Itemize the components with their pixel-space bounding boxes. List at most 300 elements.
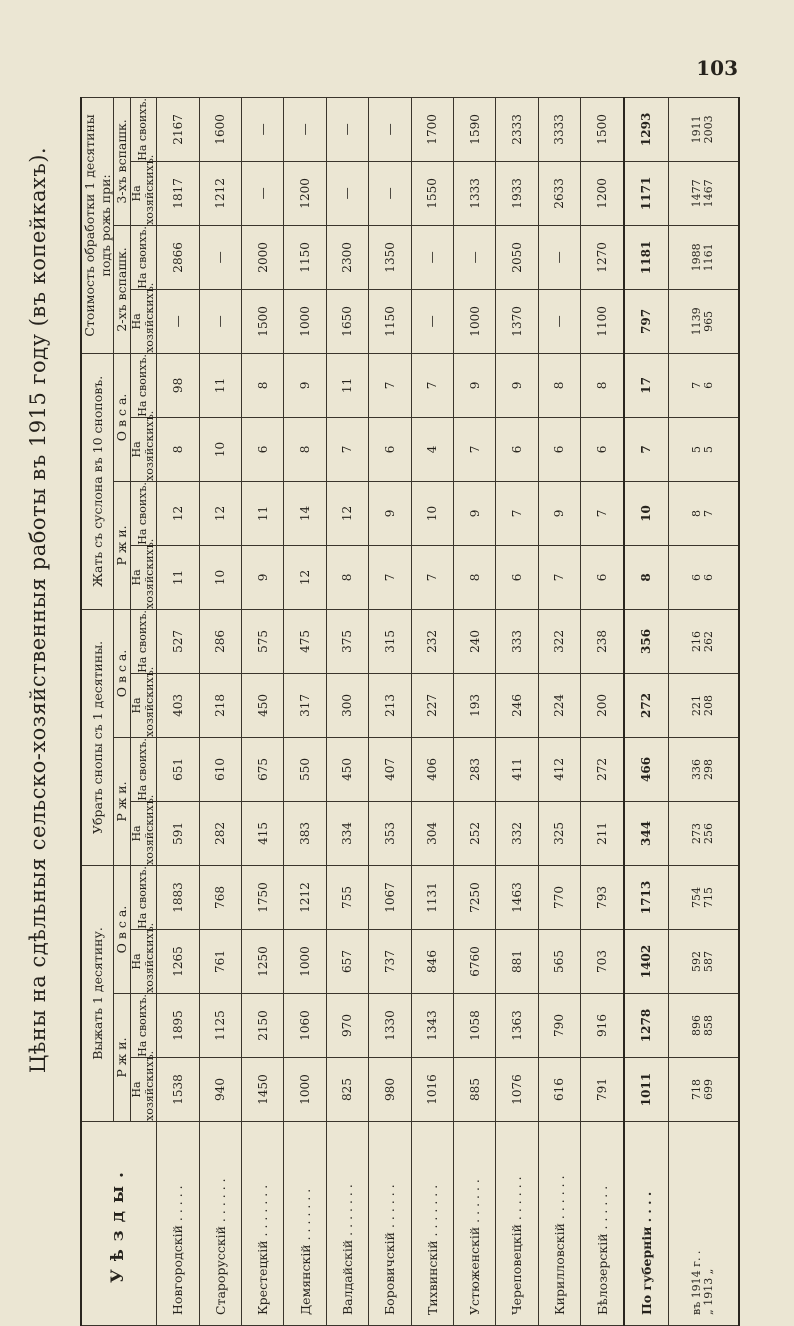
previous-years-row (668, 97, 739, 1325)
table-cell: 7 (411, 353, 453, 417)
table-cell: 9 (369, 481, 411, 545)
year-value: 221 (689, 694, 703, 716)
table-cell: 1538 (157, 1058, 199, 1122)
year-value: 208 (702, 694, 716, 716)
table-cell: 12 (199, 481, 241, 545)
table-cell: 406 (411, 737, 453, 801)
row-label: Кирилловскій . . . . . . (538, 1122, 580, 1326)
table-cell: 6 (241, 417, 283, 481)
table-cell: 1250 (241, 930, 283, 994)
table-body (157, 97, 739, 1325)
table-cell: 1125 (199, 994, 241, 1058)
table-cell: 1212 (199, 161, 241, 225)
table-row (157, 97, 199, 1325)
table-cell: 10 (199, 417, 241, 481)
table-cell: 703 (581, 930, 625, 994)
table-cell: 1370 (496, 289, 538, 353)
year-label: въ 1914 г. . (689, 1250, 703, 1315)
table-row (199, 97, 241, 1325)
table-cell: 9 (453, 353, 495, 417)
previous-years-cell (668, 609, 739, 673)
table-cell: 6 (369, 417, 411, 481)
table-cell: 791 (581, 1058, 625, 1122)
header-unit-hozyaiskih: На хозяйскихъ. (129, 154, 156, 225)
table-cell: 7 (538, 545, 580, 609)
table-cell: 14 (284, 481, 326, 545)
table-cell: 412 (538, 737, 580, 801)
table-cell: 565 (538, 930, 580, 994)
table-cell: 325 (538, 801, 580, 865)
table-cell: — (241, 97, 283, 161)
table-cell: 8 (453, 545, 495, 609)
table-cell: 1700 (411, 97, 453, 161)
table-cell: 8 (284, 417, 326, 481)
table-cell: 7 (369, 353, 411, 417)
table-cell: 1883 (157, 865, 199, 929)
previous-years-cell (668, 289, 739, 353)
table-cell: 7 (369, 545, 411, 609)
row-label: Тихвинскій . . . . . . . (411, 1122, 453, 1326)
table-cell: 2167 (157, 97, 199, 161)
header-sub-stook-rye: Р ж и. (114, 481, 131, 609)
header-unit-svoih: На своихъ. (130, 97, 156, 161)
table-cell: — (241, 161, 283, 225)
table-cell: 2866 (157, 225, 199, 289)
table-cell: 332 (496, 801, 538, 865)
table-cell: 282 (199, 801, 241, 865)
table-cell: — (199, 225, 241, 289)
previous-years-cell (668, 865, 739, 929)
table-cell: 1270 (581, 225, 625, 289)
table-cell: — (157, 289, 199, 353)
year-value: 8 (689, 509, 703, 517)
table-cell: 1100 (581, 289, 625, 353)
table-cell: 466 (624, 737, 668, 801)
table-cell: 334 (326, 801, 368, 865)
table-cell: 200 (581, 673, 625, 737)
table-cell: 1060 (284, 994, 326, 1058)
header-sub-stook-oats: О в с а. (114, 353, 131, 481)
page-number: 103 (696, 56, 738, 80)
table-cell: 12 (284, 545, 326, 609)
table-row (453, 97, 495, 1325)
table-cell: 9 (453, 481, 495, 545)
table-cell: 407 (369, 737, 411, 801)
table-cell: 232 (411, 609, 453, 673)
table-cell: 17 (624, 353, 668, 417)
table-cell: 12 (157, 481, 199, 545)
table-cell: 304 (411, 801, 453, 865)
previous-years-label (668, 1122, 739, 1326)
table-cell: 224 (538, 673, 580, 737)
table-cell: 8 (538, 353, 580, 417)
previous-years-cell (668, 225, 739, 289)
row-label: По губерніи . . . . (624, 1122, 668, 1326)
table-cell: 1817 (157, 161, 199, 225)
table-cell: 10 (411, 481, 453, 545)
table-cell: 375 (326, 609, 368, 673)
year-value: 7 (689, 381, 703, 389)
table-cell: 980 (369, 1058, 411, 1122)
table-cell: 356 (624, 609, 668, 673)
year-value: 587 (702, 951, 716, 972)
table-cell: 1000 (284, 289, 326, 353)
table-cell: 383 (284, 801, 326, 865)
table-cell: 193 (453, 673, 495, 737)
table-cell: 1278 (624, 994, 668, 1058)
header-unit-svoih: На своихъ. (130, 737, 156, 801)
table-cell: 1713 (624, 865, 668, 929)
year-value: 262 (702, 630, 716, 652)
table-cell: 616 (538, 1058, 580, 1122)
table-cell: 550 (284, 737, 326, 801)
table-cell: 1212 (284, 865, 326, 929)
table-cell: 6 (581, 417, 625, 481)
header-sub-gather-oats: О в с а. (114, 609, 131, 737)
table-cell: 940 (199, 1058, 241, 1122)
table-cell: 737 (369, 930, 411, 994)
table-cell: 770 (538, 865, 580, 929)
table-cell: 8 (157, 417, 199, 481)
year-value: 754 (689, 886, 703, 908)
table-cell: 1402 (624, 930, 668, 994)
row-label: Старорусскій . . . . . . (199, 1122, 241, 1326)
table-cell: 1750 (241, 865, 283, 929)
year-value: 6 (702, 573, 716, 581)
table-cell: 246 (496, 673, 538, 737)
previous-years-cell (668, 673, 739, 737)
table-cell: 6 (538, 417, 580, 481)
table-cell: 2333 (496, 97, 538, 161)
year-value: 336 (689, 758, 703, 780)
row-label: Валдайскій . . . . . . . (326, 1122, 368, 1326)
table-cell: 797 (624, 289, 668, 353)
table-cell: 238 (581, 609, 625, 673)
header-unit-hozyaiskih: На хозяйскихъ. (129, 282, 156, 353)
table-row (496, 97, 538, 1325)
previous-years-cell (668, 481, 739, 545)
table-cell: — (538, 225, 580, 289)
table-cell: 8 (241, 353, 283, 417)
table-cell: 2050 (496, 225, 538, 289)
table-cell: 8 (326, 545, 368, 609)
row-label: Новгородскій . . . . . (157, 1122, 199, 1326)
table-cell: — (326, 97, 368, 161)
table-cell: 1463 (496, 865, 538, 929)
table-cell: 9 (284, 353, 326, 417)
table-cell: 344 (624, 801, 668, 865)
table-cell: 98 (157, 353, 199, 417)
table-cell: 1000 (284, 1058, 326, 1122)
table-cell: 527 (157, 609, 199, 673)
table-cell: 1131 (411, 865, 453, 929)
table-cell: 793 (581, 865, 625, 929)
year-value: 1161 (702, 243, 716, 272)
table-cell: — (369, 161, 411, 225)
previous-years-cell (668, 930, 739, 994)
table-cell: 1000 (284, 930, 326, 994)
table-cell: 1058 (453, 994, 495, 1058)
table-cell: 7250 (453, 865, 495, 929)
header-unit-svoih: На своихъ. (130, 481, 156, 545)
row-label: Череповецкій . . . . . . (496, 1122, 538, 1326)
table-cell: 252 (453, 801, 495, 865)
year-value: 273 (689, 822, 703, 844)
header-unit-hozyaiskih: На хозяйскихъ. (129, 538, 156, 609)
table-cell: 1016 (411, 1058, 453, 1122)
prices-table (80, 97, 740, 1326)
previous-years-cell (668, 353, 739, 417)
header-unit-hozyaiskih: На хозяйскихъ. (129, 1050, 156, 1121)
table-cell: 6760 (453, 930, 495, 994)
table-row (369, 97, 411, 1325)
table-cell: 411 (496, 737, 538, 801)
table-cell: 322 (538, 609, 580, 673)
year-value: 256 (702, 822, 716, 844)
previous-years-cell (668, 161, 739, 225)
table-cell: 1150 (284, 225, 326, 289)
table-cell: 7 (411, 545, 453, 609)
table-cell: 10 (624, 481, 668, 545)
table-cell: — (369, 97, 411, 161)
table-cell: 7 (453, 417, 495, 481)
table-cell: 240 (453, 609, 495, 673)
table-cell: — (411, 289, 453, 353)
year-value: 715 (702, 886, 716, 908)
header-group-tillage: Стоимость обработки 1 десятины подъ рожь при: (81, 97, 114, 353)
row-label: Демянскій . . . . . . . (284, 1122, 326, 1326)
year-value: 1988 (689, 243, 703, 272)
table-cell: 11 (199, 353, 241, 417)
table-cell: 7 (326, 417, 368, 481)
year-value: 858 (702, 1015, 716, 1036)
table-cell: 11 (157, 545, 199, 609)
table-cell: 7 (496, 481, 538, 545)
table-cell: 2300 (326, 225, 368, 289)
header-uezdy: Уѣзды. (81, 1122, 157, 1326)
table-cell: 1076 (496, 1058, 538, 1122)
previous-years-cell (668, 97, 739, 161)
table-cell: 11 (241, 481, 283, 545)
table-cell: 916 (581, 994, 625, 1058)
table-cell: 1450 (241, 1058, 283, 1122)
table-cell: 1293 (624, 97, 668, 161)
table-cell: 213 (369, 673, 411, 737)
table-cell: 885 (453, 1058, 495, 1122)
table-cell: 11 (326, 353, 368, 417)
table-cell: 218 (199, 673, 241, 737)
table-cell: 1067 (369, 865, 411, 929)
table-cell: 317 (284, 673, 326, 737)
table-cell: 300 (326, 673, 368, 737)
table-row (581, 97, 625, 1325)
year-value: 1477 (689, 179, 703, 208)
table-cell: 1590 (453, 97, 495, 161)
year-value: 6 (702, 381, 716, 389)
table-cell: 1200 (581, 161, 625, 225)
previous-years-cell (668, 994, 739, 1058)
year-value: 965 (702, 310, 716, 332)
table-cell: — (284, 97, 326, 161)
table-cell: 825 (326, 1058, 368, 1122)
table-cell: 315 (369, 609, 411, 673)
year-value: 2003 (702, 115, 716, 144)
table-cell: 353 (369, 801, 411, 865)
previous-years-cell (668, 737, 739, 801)
year-value: 718 (689, 1079, 703, 1100)
previous-years-cell (668, 545, 739, 609)
table-row (284, 97, 326, 1325)
header-unit-svoih: На своихъ. (130, 865, 156, 929)
table-cell: — (453, 225, 495, 289)
year-value: 896 (689, 1015, 703, 1036)
table-cell: 403 (157, 673, 199, 737)
table-cell: 2000 (241, 225, 283, 289)
table-cell: 7 (581, 481, 625, 545)
table-cell: 1000 (453, 289, 495, 353)
table-cell: 1011 (624, 1058, 668, 1122)
table-cell: 9 (538, 481, 580, 545)
table-cell: 4 (411, 417, 453, 481)
previous-years-cell (668, 801, 739, 865)
table-cell: 1650 (326, 289, 368, 353)
table-cell: 1350 (369, 225, 411, 289)
table-cell: — (538, 289, 580, 353)
table-cell: 8 (581, 353, 625, 417)
table-cell: 790 (538, 994, 580, 1058)
table-cell: 6 (496, 545, 538, 609)
table-cell: 9 (241, 545, 283, 609)
table-cell: 1200 (284, 161, 326, 225)
table-cell: 1933 (496, 161, 538, 225)
year-value: 699 (702, 1079, 716, 1100)
year-value: 6 (689, 573, 703, 581)
table-cell: 211 (581, 801, 625, 865)
previous-years-cell (668, 1058, 739, 1122)
table-cell: 475 (284, 609, 326, 673)
total-row (624, 97, 668, 1325)
table-cell: 1363 (496, 994, 538, 1058)
table-cell: 272 (624, 673, 668, 737)
table-cell: 450 (326, 737, 368, 801)
table-title: Цѣны на сдѣльныя сельско-хозяйственныя работы въ 1915 году (въ копейкахъ). (26, 146, 50, 1074)
table-cell: 8 (624, 545, 668, 609)
table-cell: 272 (581, 737, 625, 801)
header-unit-hozyaiskih: На хозяйскихъ. (129, 794, 156, 865)
table-cell: 1171 (624, 161, 668, 225)
table-row (241, 97, 283, 1325)
header-sub-plow-3: 3-хъ вспашк. (114, 97, 131, 225)
table-cell: 450 (241, 673, 283, 737)
table-cell: 6 (581, 545, 625, 609)
table-cell: 881 (496, 930, 538, 994)
table-cell: — (199, 289, 241, 353)
table-cell: 286 (199, 609, 241, 673)
header-unit-hozyaiskih: На хозяйскихъ. (129, 410, 156, 481)
table-cell: 755 (326, 865, 368, 929)
table-cell: 575 (241, 609, 283, 673)
table-cell: 761 (199, 930, 241, 994)
header-unit-svoih: На своихъ. (130, 609, 156, 673)
header-sub-plow-2: 2-хъ вспашк. (114, 225, 131, 353)
header-sub-reap-rye: Р ж и. (114, 994, 131, 1122)
row-label: Бѣлозерскій . . . . . . (581, 1122, 625, 1326)
header-unit-hozyaiskih: На хозяйскихъ. (129, 666, 156, 737)
rotated-table-container (80, 98, 740, 1326)
table-cell: 2150 (241, 994, 283, 1058)
table-cell: 7 (624, 417, 668, 481)
table-cell: 1550 (411, 161, 453, 225)
header-group-gather: Убрать снопы съ 1 десятины. (81, 609, 114, 865)
year-value: 1467 (702, 179, 716, 208)
year-label: „ 1913 „ (702, 1268, 716, 1315)
table-row (538, 97, 580, 1325)
table-cell: 675 (241, 737, 283, 801)
year-value: 1911 (689, 115, 703, 144)
table-cell: 3333 (538, 97, 580, 161)
year-value: 5 (689, 445, 703, 453)
header-group-stook: Жать съ суслона въ 10 сноповъ. (81, 353, 114, 609)
table-cell: 970 (326, 994, 368, 1058)
year-value: 1139 (689, 307, 703, 336)
table-cell: 1343 (411, 994, 453, 1058)
row-label: Боровичскій . . . . . . (369, 1122, 411, 1326)
year-value: 298 (702, 758, 716, 780)
table-row (326, 97, 368, 1325)
header-unit-svoih: На своихъ. (130, 225, 156, 289)
table-cell: 333 (496, 609, 538, 673)
header-unit-svoih: На своихъ. (130, 353, 156, 417)
year-value: 592 (689, 951, 703, 972)
table-cell: 657 (326, 930, 368, 994)
table-cell: 651 (157, 737, 199, 801)
row-label: Крестецкій . . . . . . . (241, 1122, 283, 1326)
table-cell: 12 (326, 481, 368, 545)
table-cell: 283 (453, 737, 495, 801)
table-cell: 1265 (157, 930, 199, 994)
table-cell: 9 (496, 353, 538, 417)
table-cell: 1500 (581, 97, 625, 161)
table-cell: 10 (199, 545, 241, 609)
header-unit-svoih: На своихъ. (130, 994, 156, 1058)
table-cell: 2633 (538, 161, 580, 225)
previous-years-cell (668, 417, 739, 481)
year-value: 7 (702, 509, 716, 517)
table-cell: 1181 (624, 225, 668, 289)
table-cell: 1150 (369, 289, 411, 353)
table-cell: 591 (157, 801, 199, 865)
table-cell: 846 (411, 930, 453, 994)
table-cell: 415 (241, 801, 283, 865)
table-cell: 1600 (199, 97, 241, 161)
header-sub-gather-rye: Р ж и. (114, 737, 131, 865)
table-cell: 1500 (241, 289, 283, 353)
header-group-reap: Выжать 1 десятину. (81, 865, 114, 1121)
header-sub-reap-oats: О в с а. (114, 865, 131, 993)
row-label: Устюженскій . . . . . . (453, 1122, 495, 1326)
year-value: 5 (702, 445, 716, 453)
header-unit-hozyaiskih: На хозяйскихъ. (129, 922, 156, 993)
table-cell: 1333 (453, 161, 495, 225)
table-cell: 1895 (157, 994, 199, 1058)
table-cell: — (326, 161, 368, 225)
table-row (411, 97, 453, 1325)
table-cell: 227 (411, 673, 453, 737)
table-cell: 610 (199, 737, 241, 801)
year-value: 216 (689, 630, 703, 652)
table-cell: — (411, 225, 453, 289)
table-cell: 1330 (369, 994, 411, 1058)
